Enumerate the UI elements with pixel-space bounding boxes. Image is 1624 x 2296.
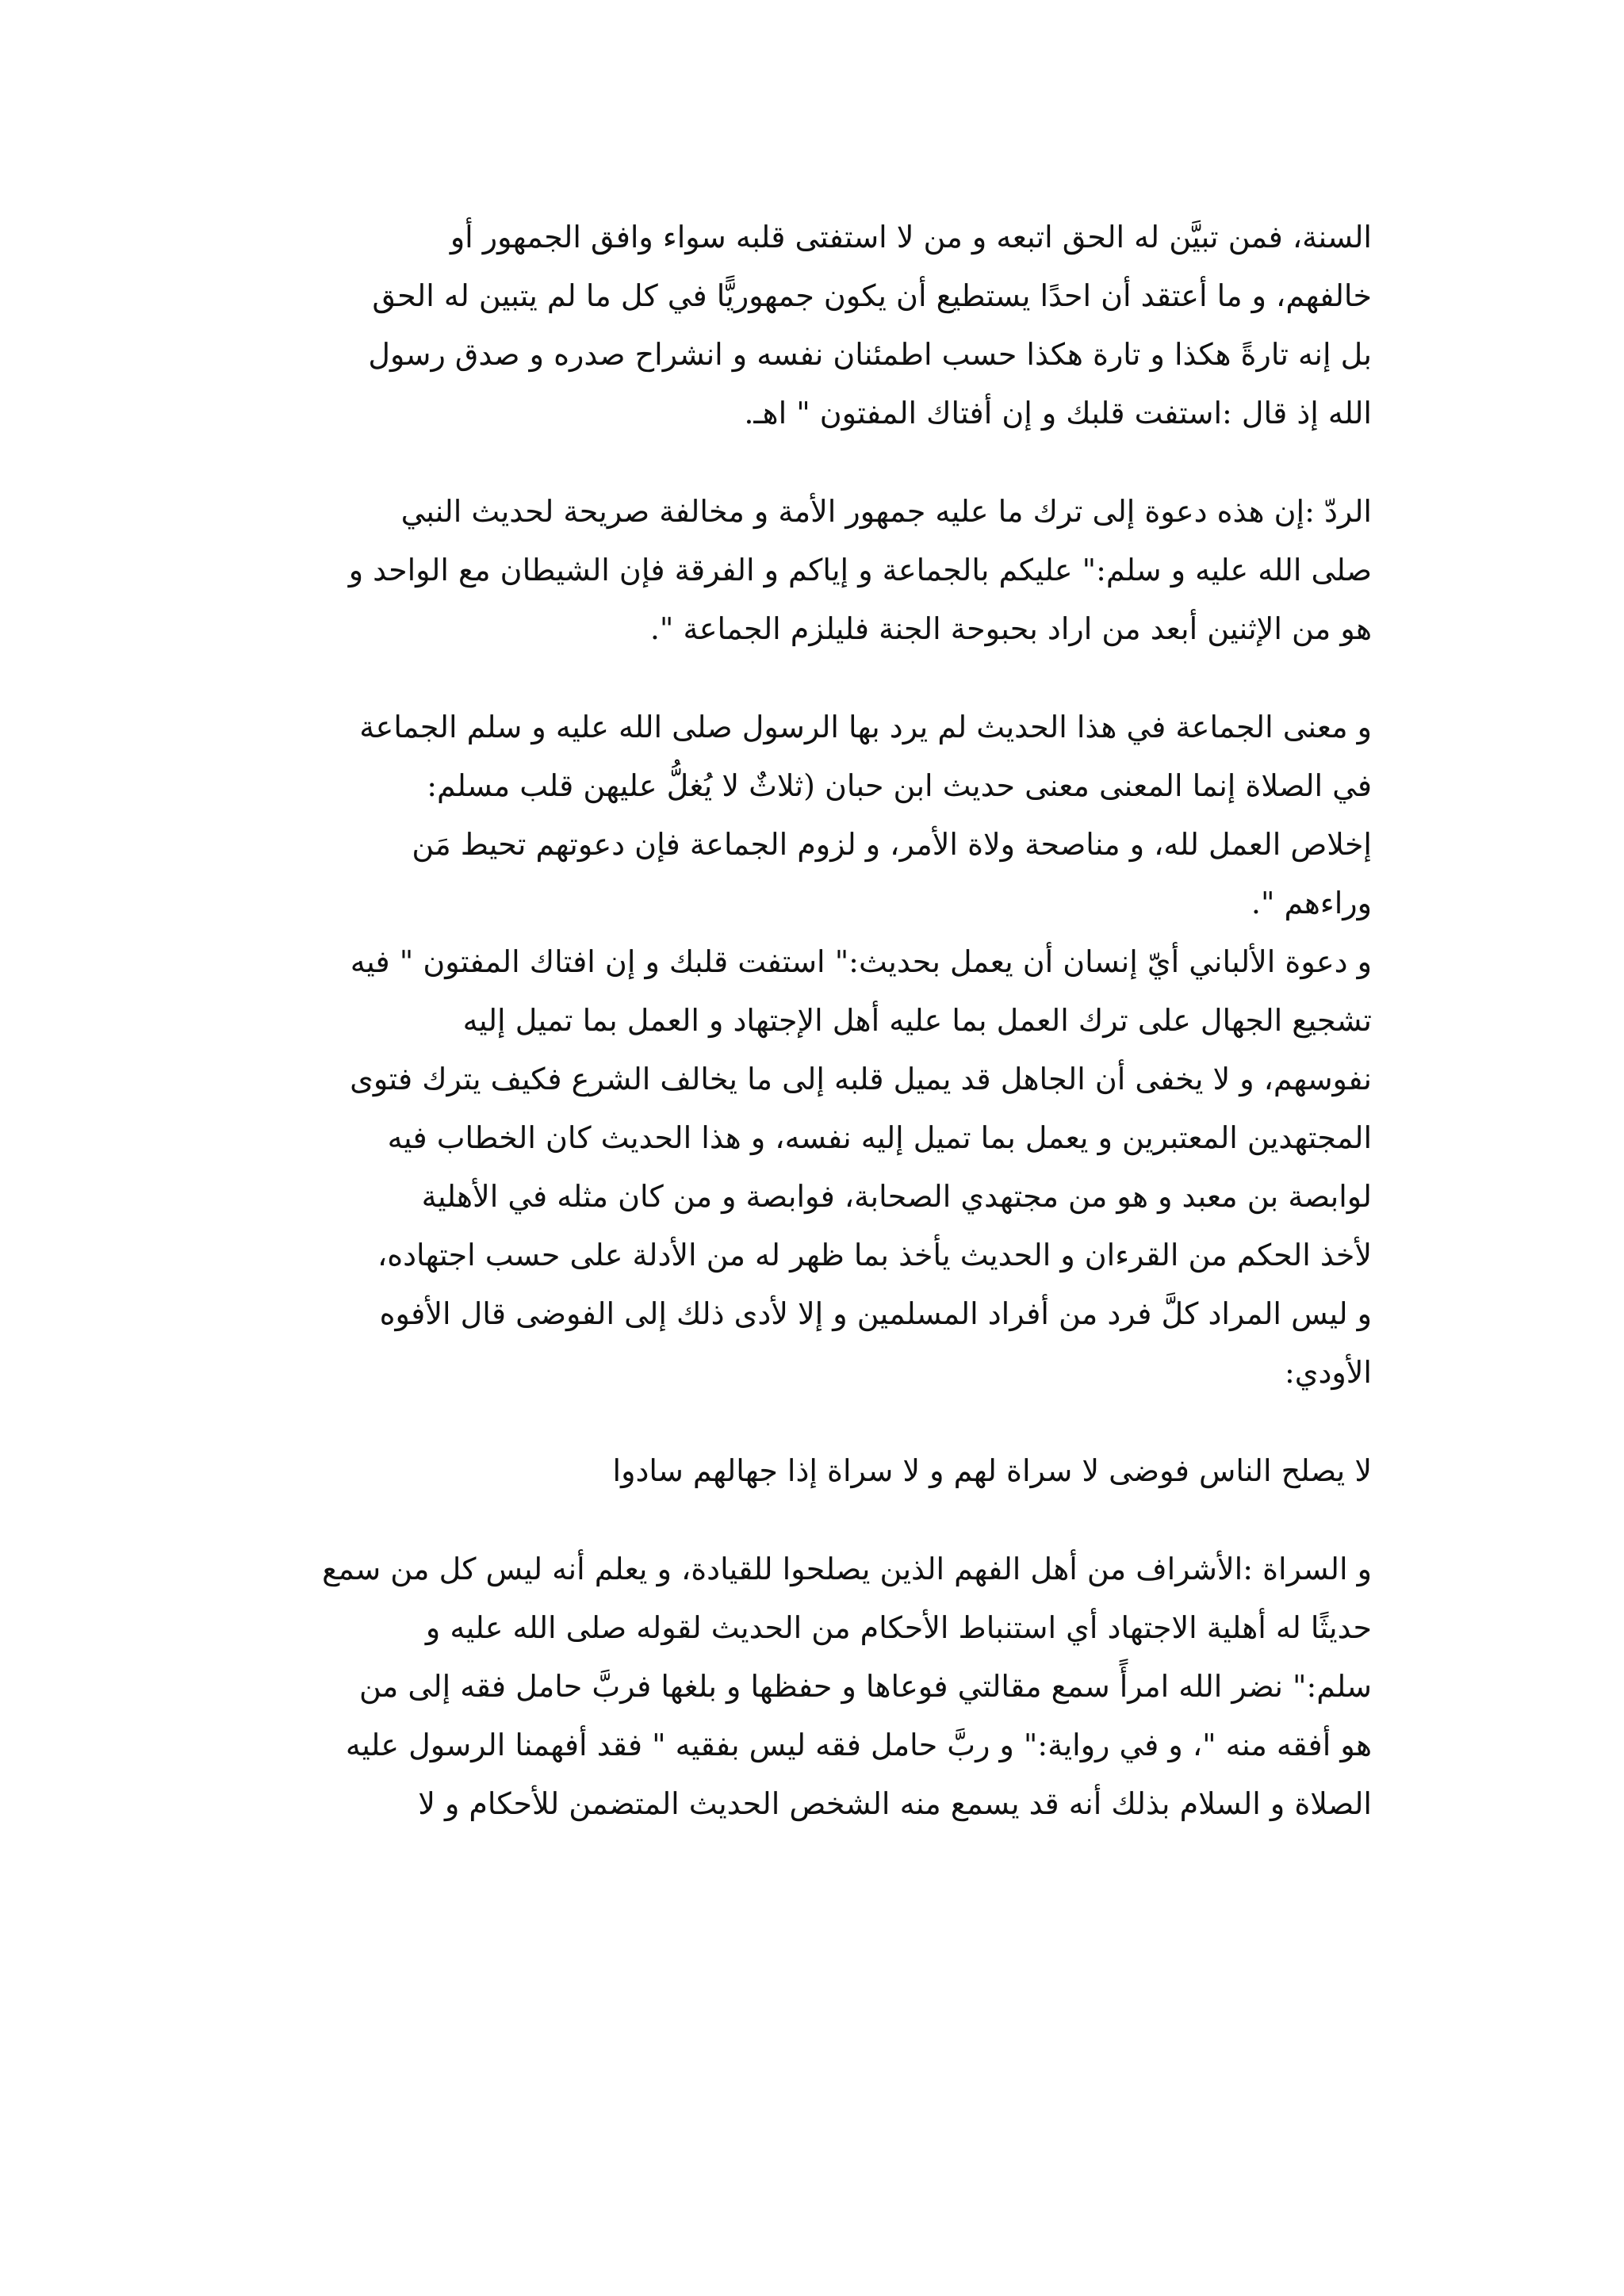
text-line: و السراة :الأشراف من أهل الفهم الذين يصلحوا للقيادة، و يعلم أنه ليس كل من سمع bbox=[322, 1552, 1372, 1586]
text-line: و معنى الجماعة في هذا الحديث لم يرد بها الرسول صلى الله عليه و سلم الجماعة bbox=[359, 710, 1372, 744]
text-line: حديثًا له أهلية الاجتهاد أي استنباط الأحكام من الحديث لقوله صلى الله عليه و bbox=[425, 1610, 1372, 1645]
paragraph-4 bbox=[262, 932, 1372, 1402]
text-line: هو من الإثنين أبعد من اراد بحبوحة الجنة فليلزم الجماعة ". bbox=[649, 611, 1372, 646]
paragraph-spacer bbox=[262, 658, 1372, 698]
document-body bbox=[262, 208, 1372, 1833]
text-line: خالفهم، و ما أعتقد أن احدًا يستطيع أن يكون جمهوريًّا في كل ما لم يتبين له الحق bbox=[372, 278, 1372, 313]
text-line: السنة، فمن تبيَّن له الحق اتبعه و من لا استفتى قلبه سواء وافق الجمهور أو bbox=[450, 220, 1372, 254]
text-line: لا يصلح الناس فوضى لا سراة لهم و لا سراة إذا جهالهم سادوا bbox=[612, 1453, 1372, 1488]
text-line: صلى الله عليه و سلم:" عليكم بالجماعة و إياكم و الفرقة فإن الشيطان مع الواحد و bbox=[348, 553, 1372, 587]
paragraph-3 bbox=[262, 698, 1372, 932]
text-line: في الصلاة إنما المعنى معنى حديث ابن حبان (ثلاثٌ لا يُغلُّ عليهن قلب مسلم: bbox=[427, 768, 1372, 803]
text-line: وراءهم ". bbox=[1251, 886, 1372, 920]
text-line: بل إنه تارةً هكذا و تارة هكذا حسب اطمئنان نفسه و انشراح صدره و صدق رسول bbox=[368, 337, 1372, 372]
text-line: إخلاص العمل لله، و مناصحة ولاة الأمر، و لزوم الجماعة فإن دعوتهم تحيط مَن bbox=[412, 827, 1372, 862]
text-line: هو أفقه منه "، و في رواية:" و ربَّ حامل فقه ليس بفقيه " فقد أفهمنا الرسول عليه bbox=[345, 1728, 1372, 1762]
text-line: الردّ :إن هذه دعوة إلى ترك ما عليه جمهور الأمة و مخالفة صريحة لحديث النبي bbox=[400, 494, 1372, 529]
paragraph-spacer bbox=[262, 442, 1372, 482]
paragraph-spacer bbox=[262, 1402, 1372, 1441]
paragraph-5-verse bbox=[262, 1441, 1372, 1500]
text-line: و دعوة الألباني أيّ إنسان أن يعمل بحديث:" استفت قلبك و إن افتاك المفتون " فيه bbox=[350, 944, 1372, 979]
text-line: سلم:" نضر الله امرأً سمع مقالتي فوعاها و حفظها و بلغها فربَّ حامل فقه إلى من bbox=[359, 1669, 1372, 1704]
text-line: المجتهدين المعتبرين و يعمل بما تميل إليه نفسه، و هذا الحديث كان الخطاب فيه bbox=[387, 1120, 1372, 1155]
paragraph-6 bbox=[262, 1540, 1372, 1833]
text-line: الله إذ قال :استفت قلبك و إن أفتاك المفتون " اهـ. bbox=[744, 396, 1372, 430]
text-line: الأودي: bbox=[1284, 1355, 1372, 1390]
text-line: لأخذ الحكم من القرءان و الحديث يأخذ بما ظهر له من الأدلة على حسب اجتهاده، bbox=[377, 1238, 1372, 1272]
paragraph-1 bbox=[262, 208, 1372, 442]
text-line: تشجيع الجهال على ترك العمل بما عليه أهل الإجتهاد و العمل بما تميل إليه bbox=[462, 1003, 1372, 1038]
text-line: نفوسهم، و لا يخفى أن الجاهل قد يميل قلبه إلى ما يخالف الشرع فكيف يترك فتوى bbox=[350, 1062, 1372, 1096]
paragraph-spacer bbox=[262, 1500, 1372, 1540]
text-line: الصلاة و السلام بذلك أنه قد يسمع منه الشخص الحديث المتضمن للأحكام و لا bbox=[418, 1786, 1372, 1821]
text-line: و ليس المراد كلَّ فرد من أفراد المسلمين و إلا لأدى ذلك إلى الفوضى قال الأفوه bbox=[379, 1296, 1372, 1331]
text-line: لوابصة بن معبد و هو من مجتهدي الصحابة، فوابصة و من كان مثله في الأهلية bbox=[421, 1179, 1372, 1214]
paragraph-2 bbox=[262, 482, 1372, 658]
